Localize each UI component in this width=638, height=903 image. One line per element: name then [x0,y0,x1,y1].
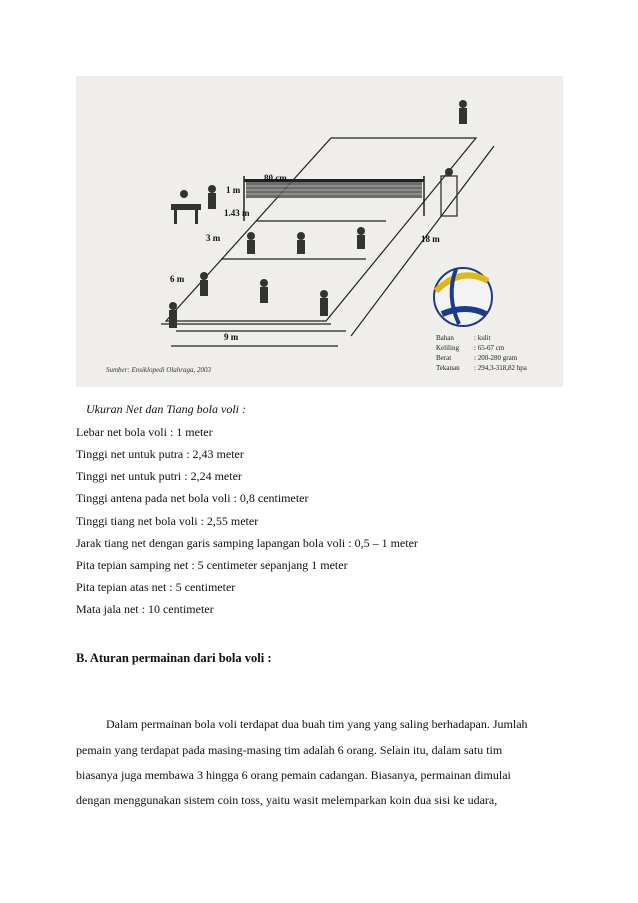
spec-line: Pita tepian atas net : 5 centimeter [76,580,236,594]
spec-value: : kulit [474,334,491,342]
spec-value: : 200-280 gram [474,354,518,362]
label-six-m: 6 m [170,274,185,284]
spec-value: : 294,3-318,82 hpa [474,364,527,372]
court-figure [76,76,563,387]
paragraph-line: biasanya juga membawa 3 hingga 6 orang pemain cadangan. Biasanya, permainan dimulai [76,768,511,782]
label-nine-m: 9 m [224,332,239,342]
court-diagram [76,76,563,387]
spec-line: Tinggi net untuk putra : 2,43 meter [76,447,244,461]
spec-line: Lebar net bola voli : 1 meter [76,425,213,439]
figure-caption: Ukuran Net dan Tiang bola voli : [86,402,246,416]
spec-line: Tinggi net untuk putri : 2,24 meter [76,469,242,483]
spec-line: Jarak tiang net dengan garis samping lapangan bola voli : 0,5 – 1 meter [76,536,418,550]
spec-label: Tekanan [436,364,460,372]
spec-label: Berat [436,354,452,362]
label-one-m: 1 m [226,185,241,195]
spec-line: Pita tepian samping net : 5 centimeter sepanjang 1 meter [76,558,348,572]
label-net-height: 1.43 m [224,208,250,218]
section-heading: B. Aturan permainan dari bola voli : [76,651,272,665]
spec-label: Bahan [436,334,454,342]
paragraph-line: dengan menggunakan sistem coin toss, yaitu wasit melemparkan koin dua sisi ke udara, [76,793,498,807]
spec-line: Tinggi antena pada net bola voli : 0,8 centimeter [76,491,309,505]
spec-label: Keliling [436,344,459,352]
volleyball-icon [434,268,492,326]
spec-value: : 65-67 cm [474,344,505,352]
label-eighteen-m: 18 m [421,234,440,244]
paragraph-line: pemain yang terdapat pada masing-masing tim adalah 6 orang. Selain itu, dalam satu tim [76,743,503,757]
spec-line: Tinggi tiang net bola voli : 2,55 meter [76,514,259,528]
figure-source: Sumber: Ensiklopedi Olahraga, 2003 [106,366,211,374]
players [169,100,467,328]
ball-specs [436,334,528,372]
label-three-m: 3 m [206,233,221,243]
paragraph-line: Dalam permainan bola voli terdapat dua buah tim yang yang saling berhadapan. Jumlah [106,717,528,731]
spec-line: Mata jala net : 10 centimeter [76,602,214,616]
label-net-width: 80 cm [264,173,287,183]
